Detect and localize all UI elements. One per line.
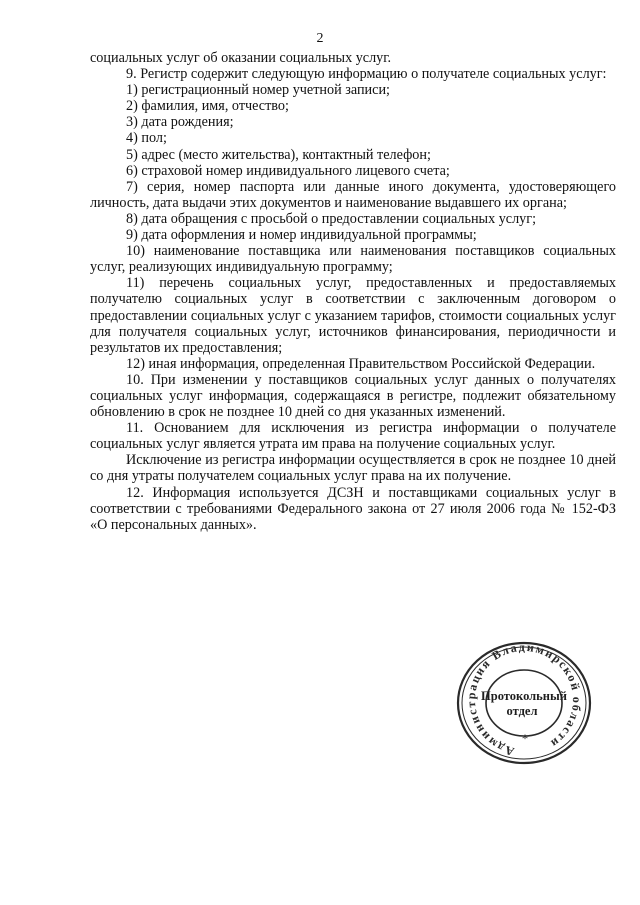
list-item-8: 8) дата обращения с просьбой о предоставлении социальных услуг; xyxy=(126,210,537,227)
list-item-4: 4) пол; xyxy=(126,130,167,147)
paragraph-item-9: 9. Регистр содержит следующую информацию о получателе социальных услуг: xyxy=(126,66,607,83)
list-item-12: 12) иная информация, определенная Правительством Российской Федерации. xyxy=(126,355,596,372)
paragraph-item-11: 11. Основанием для исключения из регистра информации о получателе социальных услуг является утрата им права на получение социальных услуг. xyxy=(90,420,616,453)
official-stamp xyxy=(453,641,595,769)
list-item-5: 5) адрес (место жительства), контактный телефон; xyxy=(126,146,431,163)
stamp-center-line2: отдел xyxy=(506,704,538,718)
stamp-star-icon: * xyxy=(521,731,529,746)
list-item-11: 11) перечень социальных услуг, предоставленных и предоставляемых получателю социальных услуг в соответствии с заключенным договором о предоставлении социальных услуг с указанием тарифов, стоимости социальных услуг для получателя социальных услуг, источников финансирования, периодичности и результатов их предоставления; xyxy=(90,275,616,356)
paragraph-item-12: 12. Информация используется ДСЗН и поставщиками социальных услуг в соответствии с требованиями Федерального закона от 27 июля 2006 года № 152-ФЗ «О персональных данных». xyxy=(90,484,616,533)
list-item-6: 6) страховой номер индивидуального лицевого счета; xyxy=(126,162,450,179)
paragraph-exclusion-term: Исключение из регистра информации осуществляется в срок не позднее 10 дней со дня утраты получателем социальных услуг права на их получение. xyxy=(90,452,616,485)
paragraph-continuation: социальных услуг об оказании социальных услуг. xyxy=(90,50,392,66)
stamp-ring-text: Администрация Владимирской области xyxy=(463,641,585,759)
list-item-9: 9) дата оформления и номер индивидуальной программы; xyxy=(126,227,477,244)
list-item-7: 7) серия, номер паспорта или данные иного документа, удостоверяющего личность, дата выдачи этих документов и наименование выдавшего их органа; xyxy=(90,178,616,211)
list-item-1: 1) регистрационный номер учетной записи; xyxy=(126,82,390,99)
list-item-10: 10) наименование поставщика или наименования поставщиков социальных услуг, реализующих индивидуальную программу; xyxy=(90,243,616,276)
stamp-seal-icon xyxy=(453,641,595,769)
stamp-center-line1: Протокольный xyxy=(481,689,567,703)
list-item-3: 3) дата рождения; xyxy=(126,114,234,131)
page-number: 2 xyxy=(316,31,324,46)
document-body xyxy=(90,50,616,533)
list-item-2: 2) фамилия, имя, отчество; xyxy=(126,98,289,115)
paragraph-item-10: 10. При изменении у поставщиков социальных услуг данных о получателях социальных услуг информация, содержащаяся в регистре, подлежит обязательному обновлению в срок не позднее 10 дней со дня указанных изменений. xyxy=(90,371,616,421)
